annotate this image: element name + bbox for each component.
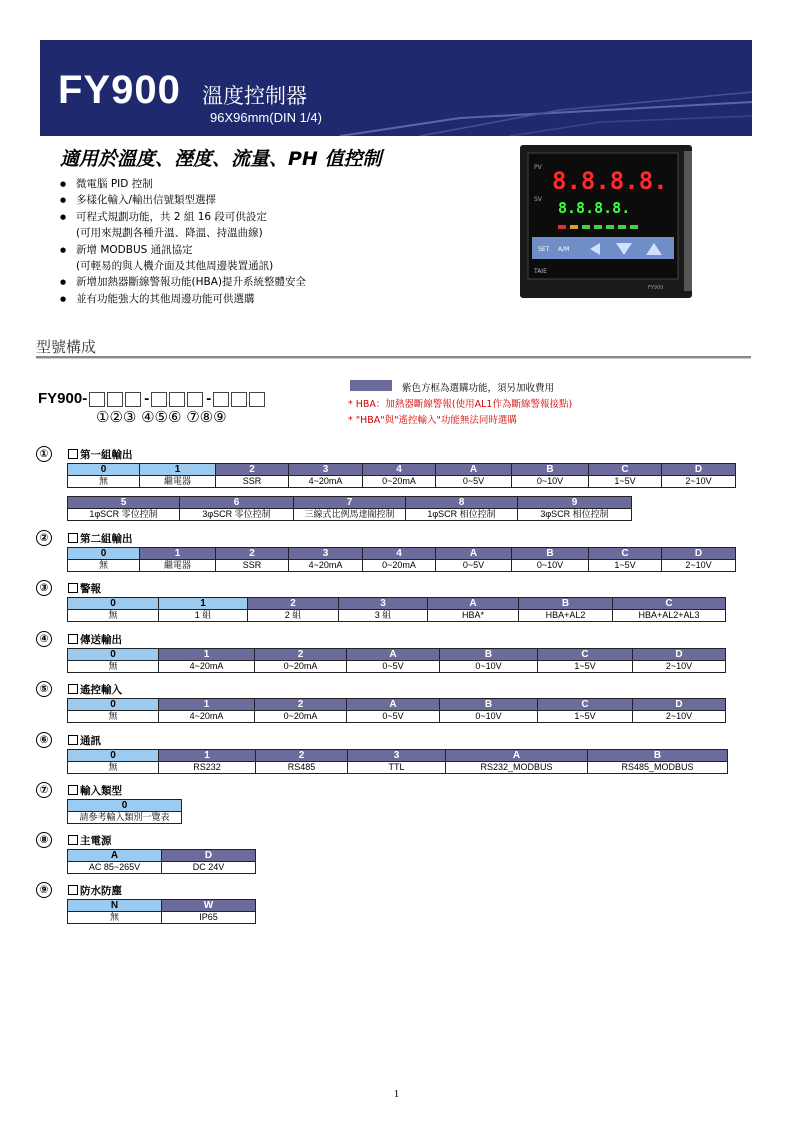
- code-box: [249, 392, 265, 407]
- option-code: D: [662, 464, 736, 476]
- option-value: 1φSCR 相位控制: [406, 509, 518, 521]
- code-box: [169, 392, 185, 407]
- checkbox-icon: [68, 785, 78, 795]
- option-value: RS485_MODBUS: [588, 762, 728, 774]
- option-code: C: [589, 464, 662, 476]
- option-value: 0~10V: [440, 661, 538, 673]
- option-value: 2~10V: [633, 711, 726, 723]
- code-box: [125, 392, 141, 407]
- option-code: 1: [159, 598, 248, 610]
- option-table: [67, 597, 726, 622]
- option-group-header: [36, 782, 122, 798]
- option-value: 2~10V: [662, 560, 736, 572]
- feature-item: ● 新增加熱器斷線警報功能(HBA)提升系統整體安全: [60, 274, 306, 290]
- option-code: 0: [68, 800, 182, 812]
- option-code: 7: [294, 497, 406, 509]
- model-name: FY900: [58, 68, 181, 112]
- option-value: 繼電器: [140, 476, 216, 488]
- option-code: B: [519, 598, 613, 610]
- option-code: C: [538, 649, 633, 661]
- group-number: ⑤: [36, 681, 52, 697]
- group-name: 通訊: [80, 734, 101, 747]
- group-number: ⑧: [36, 832, 52, 848]
- section-title: 型號構成: [36, 338, 97, 356]
- feature-item: ● 可程式規劃功能，共 2 組 16 段可供設定: [60, 209, 306, 225]
- page-number: 1: [393, 1088, 400, 1100]
- option-value: RS485: [256, 762, 348, 774]
- code-box: [213, 392, 229, 407]
- option-value: 1~5V: [538, 711, 633, 723]
- option-code: 0: [68, 649, 159, 661]
- option-code: 0: [68, 548, 140, 560]
- option-code: C: [613, 598, 726, 610]
- option-value: 1~5V: [589, 560, 662, 572]
- option-group-header: [36, 882, 122, 898]
- applications-headline: 適用於溫度、溼度、流量、PH 值控制: [60, 148, 382, 170]
- option-code: A: [347, 649, 440, 661]
- option-value: 0~20mA: [363, 560, 436, 572]
- code-position-numbers: ①②③ ④⑤⑥ ⑦⑧⑨: [96, 408, 227, 426]
- option-code: D: [633, 699, 726, 711]
- option-value: 1~5V: [589, 476, 662, 488]
- option-code: A: [436, 464, 512, 476]
- option-code: 1: [140, 464, 216, 476]
- option-value: 無: [68, 711, 159, 723]
- option-value: 0~10V: [512, 476, 589, 488]
- group-name: 主電源: [80, 834, 112, 847]
- option-value: 4~20mA: [159, 661, 255, 673]
- option-code: N: [68, 900, 162, 912]
- option-table: [67, 849, 256, 874]
- option-value: 無: [68, 762, 159, 774]
- checkbox-icon: [68, 735, 78, 745]
- device-brand: TAIE: [534, 268, 547, 275]
- option-value: 4~20mA: [159, 711, 255, 723]
- option-code: 0: [68, 598, 159, 610]
- code-box: [89, 392, 105, 407]
- option-code: A: [428, 598, 519, 610]
- option-code: 2: [255, 649, 347, 661]
- option-value: RS232: [159, 762, 256, 774]
- option-code: A: [436, 548, 512, 560]
- option-group-header: [36, 732, 101, 748]
- option-code: 1: [159, 750, 256, 762]
- option-value: TTL: [348, 762, 446, 774]
- am-key: A/M: [558, 246, 570, 253]
- feature-item: ● 多樣化輸入/輸出信號類型選擇: [60, 192, 306, 208]
- feature-item: ● 並有功能強大的其他周邊功能可供選購: [60, 291, 306, 307]
- feature-note: (可用來規劃各種升溫、降溫、持溫曲線): [76, 227, 263, 240]
- option-code: 3: [339, 598, 428, 610]
- option-value: 1 組: [159, 610, 248, 622]
- option-code: D: [162, 850, 256, 862]
- group-number: ⑨: [36, 882, 52, 898]
- option-value: RS232_MODBUS: [446, 762, 588, 774]
- option-table: [67, 496, 632, 521]
- group-number: ①: [36, 446, 52, 462]
- option-value: 2~10V: [662, 476, 736, 488]
- device-model: FY900: [648, 285, 664, 291]
- option-table: [67, 899, 256, 924]
- option-value: 1φSCR 零位控制: [68, 509, 180, 521]
- option-code: 8: [406, 497, 518, 509]
- bargraph-leds: [558, 225, 638, 229]
- group-name: 輸入類型: [80, 784, 122, 797]
- option-code: C: [589, 548, 662, 560]
- option-code: B: [512, 548, 589, 560]
- option-code: 4: [363, 464, 436, 476]
- group-number: ⑥: [36, 732, 52, 748]
- checkbox-icon: [68, 634, 78, 644]
- product-size: 96X96mm(DIN 1/4): [210, 110, 322, 125]
- option-code: A: [68, 850, 162, 862]
- option-value: 3 組: [339, 610, 428, 622]
- pv-tag: PV: [534, 164, 542, 171]
- group-name: 傳送輸出: [80, 633, 122, 646]
- option-code: 2: [216, 548, 289, 560]
- option-value: 0~5V: [347, 661, 440, 673]
- option-code: D: [633, 649, 726, 661]
- option-value: 0~10V: [512, 560, 589, 572]
- option-code: 1: [140, 548, 216, 560]
- sv-tag: SV: [534, 196, 542, 203]
- option-value: HBA+AL2+AL3: [613, 610, 726, 622]
- option-code: B: [512, 464, 589, 476]
- option-value: 無: [68, 661, 159, 673]
- option-value: 0~20mA: [255, 661, 347, 673]
- option-value: 三線式比例馬達閥控制: [294, 509, 406, 521]
- option-group-header: [36, 530, 133, 546]
- controller-photo: [520, 145, 692, 298]
- legend-conflict-note: * "HBA"與"遙控輸入"功能無法同時選購: [348, 415, 517, 426]
- group-name: 遙控輸入: [80, 683, 122, 696]
- option-value: 3φSCR 零位控制: [180, 509, 294, 521]
- optional-color-swatch: [350, 380, 392, 391]
- option-value: 1~5V: [538, 661, 633, 673]
- option-table: [67, 547, 736, 572]
- title-banner: [40, 40, 752, 136]
- option-code: 4: [363, 548, 436, 560]
- code-box: [187, 392, 203, 407]
- option-value: 2~10V: [633, 661, 726, 673]
- option-table: [67, 698, 726, 723]
- option-value: 無: [68, 560, 140, 572]
- option-value: 2 組: [248, 610, 339, 622]
- option-value: SSR: [216, 560, 289, 572]
- option-value: 4~20mA: [289, 476, 363, 488]
- option-code: D: [662, 548, 736, 560]
- option-value: 0~20mA: [255, 711, 347, 723]
- option-code: 3: [289, 548, 363, 560]
- option-value: 無: [68, 476, 140, 488]
- code-box: [107, 392, 123, 407]
- option-code: 2: [255, 699, 347, 711]
- option-value: 0~5V: [347, 711, 440, 723]
- option-group-header: [36, 681, 122, 697]
- option-code: 0: [68, 699, 159, 711]
- code-box: [151, 392, 167, 407]
- option-group-header: [36, 631, 122, 647]
- option-table: [67, 799, 182, 824]
- option-value: 無: [68, 610, 159, 622]
- section-rule: [36, 356, 751, 359]
- option-code: B: [588, 750, 728, 762]
- option-value: 請參考輸入類別一覽表: [68, 812, 182, 824]
- option-code: 2: [216, 464, 289, 476]
- option-code: 2: [256, 750, 348, 762]
- option-code: 9: [518, 497, 632, 509]
- option-code: 3: [348, 750, 446, 762]
- option-value: 繼電器: [140, 560, 216, 572]
- feature-note: (可輕易的與人機介面及其他周邊裝置通訊): [76, 260, 274, 273]
- group-number: ③: [36, 580, 52, 596]
- option-code: 6: [180, 497, 294, 509]
- option-group-header: [36, 446, 133, 462]
- group-name: 防水防塵: [80, 884, 122, 897]
- feature-item: ● 新增 MODBUS 通訊協定: [60, 242, 306, 258]
- legend-optional-note: 紫色方框為選購功能，須另加收費用: [402, 383, 555, 394]
- option-value: IP65: [162, 912, 256, 924]
- group-number: ②: [36, 530, 52, 546]
- option-value: 0~10V: [440, 711, 538, 723]
- option-code: 1: [159, 649, 255, 661]
- group-name: 第一組輸出: [80, 448, 133, 461]
- option-code: A: [347, 699, 440, 711]
- code-box: [231, 392, 247, 407]
- option-code: 3: [289, 464, 363, 476]
- sv-display: 8.8.8.8.: [558, 199, 631, 217]
- code-prefix: FY900-: [38, 390, 88, 407]
- code-dash: -: [144, 390, 150, 407]
- group-name: 第二組輸出: [80, 532, 133, 545]
- checkbox-icon: [68, 885, 78, 895]
- option-code: 0: [68, 750, 159, 762]
- option-code: 5: [68, 497, 180, 509]
- option-code: B: [440, 649, 538, 661]
- feature-item: ● 微電腦 PID 控制: [60, 176, 306, 192]
- option-value: 0~5V: [436, 560, 512, 572]
- option-table: [67, 463, 736, 488]
- option-code: B: [440, 699, 538, 711]
- checkbox-icon: [68, 449, 78, 459]
- option-value: 0~20mA: [363, 476, 436, 488]
- option-code: 0: [68, 464, 140, 476]
- group-number: ⑦: [36, 782, 52, 798]
- option-value: AC 85~265V: [68, 862, 162, 874]
- legend-hba-note: * HBA：加熱器斷線警報(使用AL1作為斷線警報接點): [348, 399, 573, 410]
- checkbox-icon: [68, 583, 78, 593]
- set-key: SET: [538, 246, 550, 253]
- code-dash: -: [206, 390, 212, 407]
- option-value: 4~20mA: [289, 560, 363, 572]
- option-value: 無: [68, 912, 162, 924]
- checkbox-icon: [68, 684, 78, 694]
- option-code: C: [538, 699, 633, 711]
- option-value: 3φSCR 相位控制: [518, 509, 632, 521]
- option-code: 1: [159, 699, 255, 711]
- option-group-header: [36, 580, 101, 596]
- option-code: W: [162, 900, 256, 912]
- checkbox-icon: [68, 533, 78, 543]
- option-value: HBA*: [428, 610, 519, 622]
- option-code: A: [446, 750, 588, 762]
- group-name: 警報: [80, 582, 101, 595]
- option-value: 0~5V: [436, 476, 512, 488]
- option-code: 2: [248, 598, 339, 610]
- option-table: [67, 749, 728, 774]
- option-value: HBA+AL2: [519, 610, 613, 622]
- option-table: [67, 648, 726, 673]
- checkbox-icon: [68, 835, 78, 845]
- product-title: 溫度控制器: [202, 84, 307, 108]
- feature-list: [60, 176, 306, 307]
- option-value: DC 24V: [162, 862, 256, 874]
- group-number: ④: [36, 631, 52, 647]
- pv-display: 8.8.8.8.: [552, 167, 668, 195]
- model-code-formula: [38, 389, 267, 407]
- option-group-header: [36, 832, 112, 848]
- option-value: SSR: [216, 476, 289, 488]
